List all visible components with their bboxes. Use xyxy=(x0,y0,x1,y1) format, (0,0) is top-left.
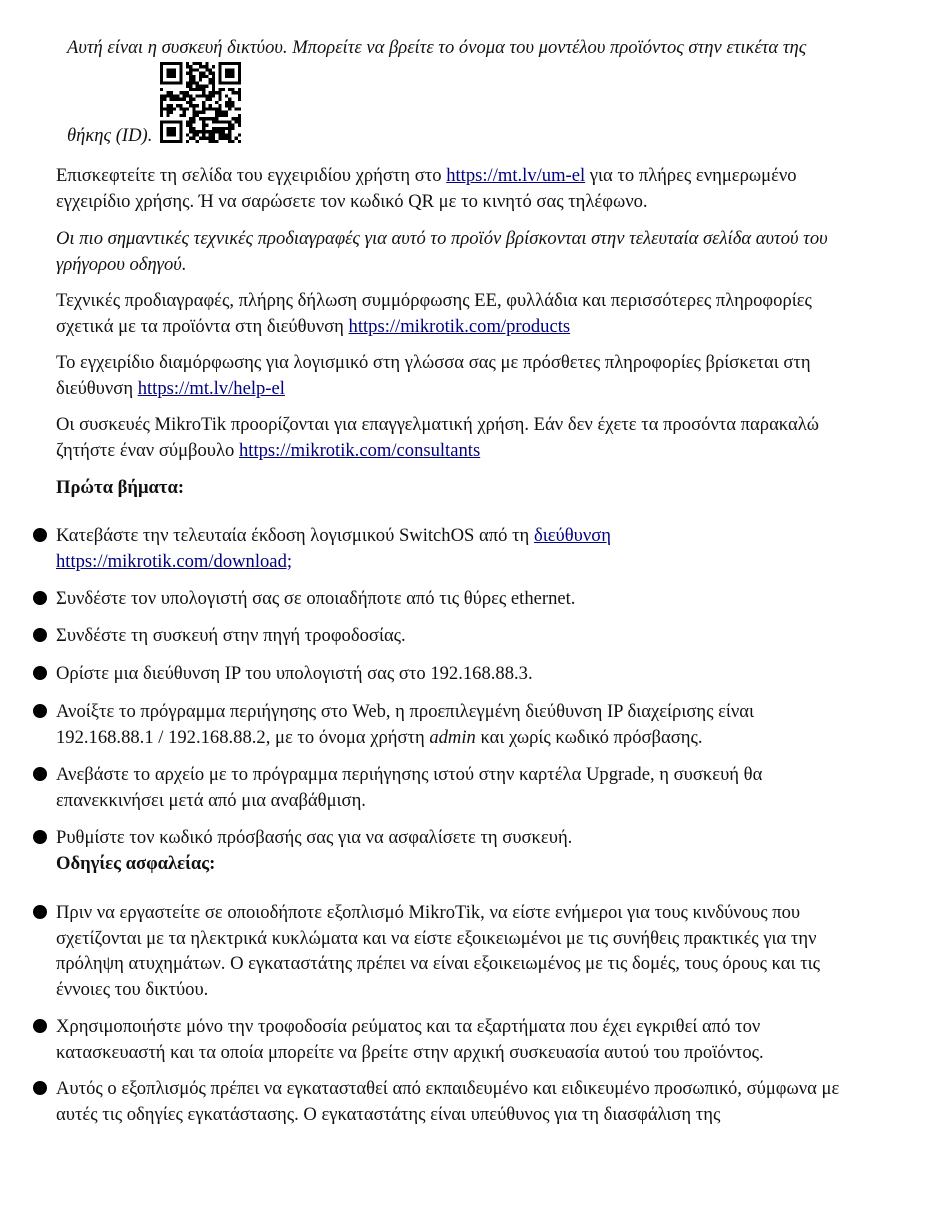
list-item-step-2: Συνδέστε τον υπολογιστή σας σε οποιαδήποτε από τις θύρες ethernet. xyxy=(56,588,576,609)
username-admin: admin xyxy=(429,726,476,748)
qr-code-icon xyxy=(160,62,241,143)
bullet-icon xyxy=(33,628,47,642)
consultants-text: Οι συσκευές MikroTik προορίζονται για επαγγελματική χρήση. Εάν δεν έχετε τα προσόντα παρακαλώ ζητήστε έναν σύμβουλο xyxy=(56,414,820,461)
bullet-icon xyxy=(33,666,47,680)
paragraph-consultants xyxy=(56,412,856,463)
intro-line-1: Αυτή είναι η συσκευή δικτύου. Μπορείτε να βρείτε το όνομα του μοντέλου προϊόντος στην ετικέτα της xyxy=(67,37,807,58)
download-link-part-1[interactable]: διεύθυνση xyxy=(533,525,611,546)
list-item-step-3: Συνδέστε τη συσκευή στην πηγή τροφοδοσίας. xyxy=(56,625,406,646)
manual-text-after: για το πλήρες ενημερωμένο εγχειρίδιο χρήσης. Ή να σαρώσετε τον κωδικό QR με το κινητό σας τηλέφωνο. xyxy=(56,165,797,212)
products-link[interactable]: https://mikrotik.com/products xyxy=(348,315,571,337)
list-item-safety-2: Χρησιμοποιήστε μόνο την τροφοδοσία ρεύματος και τα εξαρτήματα που έχει εγκριθεί από τον κατασκευαστή και τα οποία μπορείτε να βρείτε στην αρχική συσκευασία αυτού του προϊόντος. xyxy=(56,1016,764,1063)
consultants-link[interactable]: https://mikrotik.com/consultants xyxy=(238,439,481,461)
heading-safety: Οδηγίες ασφαλείας: xyxy=(56,853,216,874)
download-link-part-2[interactable]: https://mikrotik.com/download; xyxy=(56,550,293,572)
help-link[interactable]: https://mt.lv/help-el xyxy=(137,377,285,399)
bullet-icon xyxy=(33,767,47,781)
heading-first-steps: Πρώτα βήματα: xyxy=(56,477,185,498)
list-item-step-5 xyxy=(56,699,856,750)
bullet-icon xyxy=(33,830,47,844)
bullet-icon xyxy=(33,528,47,542)
step-5-text-after: και χωρίς κωδικό πρόσβασης. xyxy=(475,726,703,748)
bullet-icon xyxy=(33,1019,47,1033)
list-item-safety-3: Αυτός ο εξοπλισμός πρέπει να εγκατασταθεί από εκπαιδευμένο και ειδικευμένο προσωπικό, σύμφωνα με αυτές τις οδηγίες εγκατάστασης. Ο εγκαταστάτης είναι υπεύθυνος για τη διασφάλιση της xyxy=(56,1078,840,1125)
bullet-icon xyxy=(33,1081,47,1095)
paragraph-user-manual xyxy=(56,163,856,214)
user-manual-link[interactable]: https://mt.lv/um-el xyxy=(446,165,586,186)
list-item-step-1 xyxy=(56,523,856,574)
manual-text-before: Επισκεφτείτε τη σελίδα του εγχειριδίου χρήστη στο xyxy=(56,165,447,186)
step-5-text: Ανοίξτε το πρόγραμμα περιήγησης στο Web, η προεπιλεγμένη διεύθυνση IP διαχείρισης είναι 192.168.88.1 / 192.168.88.2, με το όνομα χρήστη xyxy=(56,701,755,748)
list-item-step-6: Ανεβάστε το αρχείο με το πρόγραμμα περιήγησης ιστού στην καρτέλα Upgrade, η συσκευή θα επανεκκινήσει μετά από μια αναβάθμιση. xyxy=(56,764,763,811)
bullet-icon xyxy=(33,905,47,919)
list-item-step-7: Ρυθμίστε τον κωδικό πρόσβασής σας για να ασφαλίσετε τη συσκευή. xyxy=(56,827,573,848)
list-item-safety-1: Πριν να εργαστείτε σε οποιοδήποτε εξοπλισμό MikroTik, να είστε ενήμεροι για τους κινδύνους που σχετίζονται με τα ηλεκτρικά κυκλώματα και να είστε εξοικειωμένοι με τις συνήθεις πρακτικές για την πρόληψη ατυχημάτων. Ο εγκαταστάτης πρέπει να είναι εξοικειωμένος με τις δομές, τους όρους και τις έννοιες του δικτύου. xyxy=(56,902,821,1000)
step-1-text: Κατεβάστε την τελευταία έκδοση λογισμικού SwitchOS από τη xyxy=(56,525,534,546)
products-text: Τεχνικές προδιαγραφές, πλήρης δήλωση συμμόρφωσης ΕΕ, φυλλάδια και περισσότερες πληροφορίες σχετικά με τα προϊόντα στη διεύθυνση xyxy=(56,290,812,337)
list-item-step-4: Ορίστε μια διεύθυνση IP του υπολογιστή σας στο 192.168.88.3. xyxy=(56,663,533,684)
help-text: Το εγχειρίδιο διαμόρφωσης για λογισμικό στη γλώσσα σας με πρόσθετες πληροφορίες βρίσκεται στη διεύθυνση xyxy=(56,352,811,399)
bullet-icon xyxy=(33,591,47,605)
paragraph-help xyxy=(56,350,856,401)
paragraph-products xyxy=(56,288,856,339)
intro-line-2: θήκης (ID). xyxy=(67,125,153,146)
paragraph-specs-note: Οι πιο σημαντικές τεχνικές προδιαγραφές για αυτό το προϊόν βρίσκονται στην τελευταία σελίδα αυτού του γρήγορου οδηγού. xyxy=(56,228,828,275)
bullet-icon xyxy=(33,704,47,718)
